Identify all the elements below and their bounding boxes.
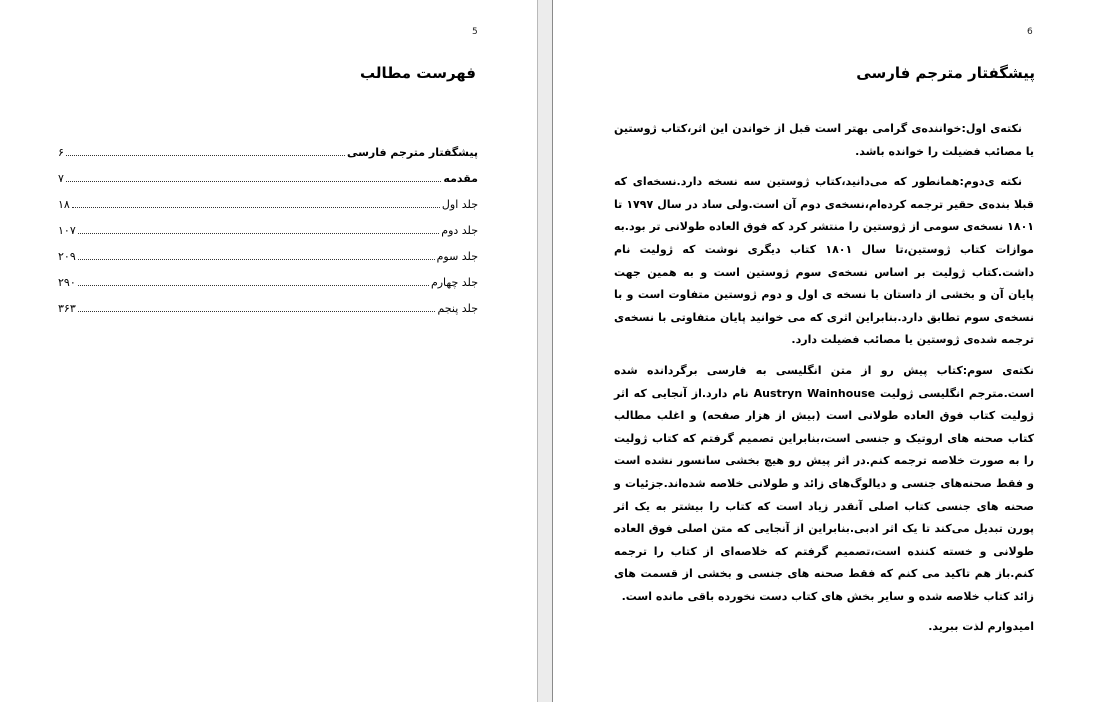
paragraph: نکته‌ی اول:خواننده‌ی گرامی بهتر است قبل از خواندن این اثر،کتاب ژوستین یا مصائب فضیلت را خوانده باشد. xyxy=(614,122,1034,158)
toc-entry-label: جلد اول xyxy=(441,198,478,211)
toc-entry-label: مقدمه xyxy=(443,172,478,185)
toc-entry-page: ۱۰۷ xyxy=(58,224,76,237)
toc-entry-label: جلد دوم xyxy=(441,224,478,237)
toc-entry-page: ۶ xyxy=(58,146,64,159)
dot-leader xyxy=(78,285,429,286)
dot-leader xyxy=(66,155,345,156)
toc-entry[interactable] xyxy=(58,289,478,315)
toc-entry[interactable] xyxy=(58,185,478,211)
dot-leader xyxy=(78,259,435,260)
toc-entry-page: ۲۰۹ xyxy=(58,250,76,263)
toc-entry-page: ۱۸ xyxy=(58,198,70,211)
toc-entry-label: پیشگفتار مترجم فارسی xyxy=(346,146,478,159)
toc-entry-page: ۷ xyxy=(58,172,64,185)
paragraph: نکته ی‌دوم:همانطور که می‌دانید،کتاب ژوستین سه نسخه دارد.نسخه‌ای که قبلا بنده‌ی حقیر ترجمه کرده‌ام،نسخه‌ی دوم آن است.ولی ساد در سال ۱۷۹۷ تا ۱۸۰۱ نسخه‌ی سومی از ژوستین را منتشر کرد که فوق العاده طولانی تر بود.به موازات کتاب ژوستین،تا سال ۱۸۰۱ کتاب دیگری نوشت که ژولیت نام داشت.کتاب ژولیت بر اساس نسخه‌ی سوم ژوستین است و به همین جهت پایان آن و بخشی از داستان با نسخه ی اول و دوم ژوستین متفاوت است و با نسخه‌ی سوم تطابق دارد.بنابراین اثری که می خوانید پایان متفاوتی با نسخه‌ی ترجمه شده‌ی ژوستین یا مصائب فضیلت دارد. xyxy=(614,175,1035,347)
toc-entry-label: جلد چهارم xyxy=(430,276,478,289)
toc-entry-label: جلد سوم xyxy=(436,250,478,263)
page-right xyxy=(553,0,1101,702)
dot-leader xyxy=(66,181,442,182)
body-text xyxy=(614,118,1034,647)
table-of-contents xyxy=(58,133,478,315)
toc-entry-page: ۳۶۳ xyxy=(58,302,76,315)
toc-entry[interactable] xyxy=(58,263,478,289)
toc-entry[interactable] xyxy=(58,133,478,159)
toc-entry[interactable] xyxy=(58,159,478,185)
page-number: 5 xyxy=(472,27,478,37)
toc-entry[interactable] xyxy=(58,237,478,263)
toc-entry-page: ۲۹۰ xyxy=(58,276,76,289)
page-number: 6 xyxy=(1027,27,1033,37)
paragraph: نکته‌ی سوم:کتاب پیش رو از متن انگلیسی به فارسی برگردانده شده است.مترجم انگلیسی ژولیت Austryn Wainhouse نام دارد.از آنجایی که اثر ژولیت کتاب فوق العاده طولانی است (بیش از هزار صفحه) و اغلب مطالب کتاب صحنه های اروتیک و جنسی است،بنابراین تصمیم گرفتم که کتاب ژولیت را به صورت خلاصه ترجمه کنم.در اثر پیش رو هیچ بخشی سانسور نشده است و فقط صحنه‌های جنسی و دیالوگ‌های زائد و طولانی خلاصه شده‌اند.جزئیات و صحنه های جنسی کتاب اصلی آنقدر زیاد است که کتاب را بیشتر به یک اثر پورن تبدیل می‌کند تا یک اثر ادبی.بنابراین از آنجایی که متن اصلی فوق العاده طولانی و خسته کننده است،تصمیم گرفتم که خلاصه‌ای از کتاب را ترجمه کنم.باز هم تاکید می کنم که فقط صحنه های جنسی و بخشی از قسمت های زائد کتاب خلاصه شده و سایر بخش های کتاب دست نخورده باقی مانده است. xyxy=(614,363,1034,603)
paragraph: امیدوارم لذت ببرید. xyxy=(928,620,1034,634)
dot-leader xyxy=(72,207,440,208)
toc-entry-label: جلد پنجم xyxy=(437,302,478,315)
toc-entry[interactable] xyxy=(58,211,478,237)
page-left xyxy=(0,0,537,702)
toc-title: فهرست مطالب xyxy=(360,64,476,82)
dot-leader xyxy=(78,311,436,312)
section-title: پیشگفتار مترجم فارسی xyxy=(856,64,1035,82)
page-gutter xyxy=(537,0,553,702)
dot-leader xyxy=(78,233,440,234)
